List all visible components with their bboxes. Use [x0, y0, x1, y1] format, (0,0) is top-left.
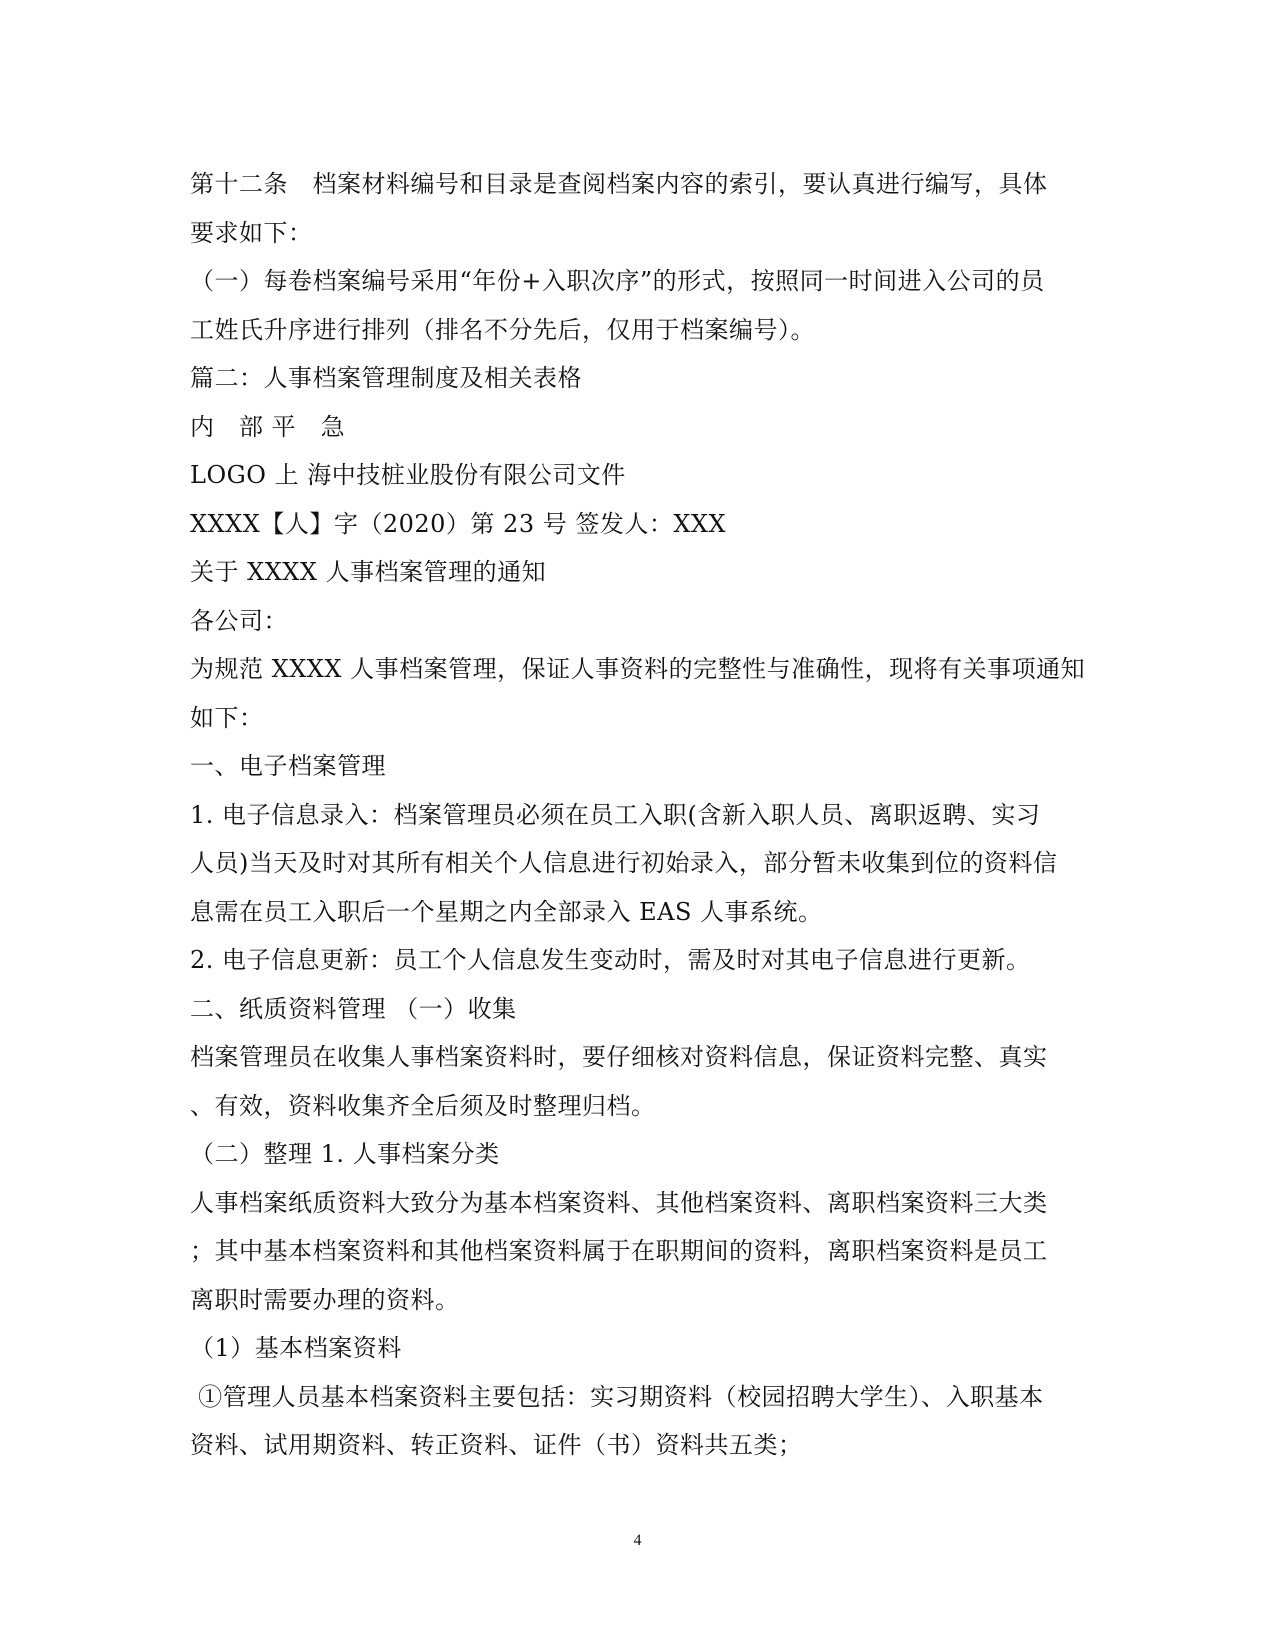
text-line: 第十二条 档案材料编号和目录是查阅档案内容的索引，要认真进行编写，具体	[190, 170, 1048, 198]
text-line: 人员)当天及时对其所有相关个人信息进行初始录入，部分暂未收集到位的资料信	[190, 849, 1058, 877]
text-line: XXXX【人】字（2020）第 23 号 签发人：XXX	[190, 509, 727, 538]
document-body	[190, 160, 1090, 1470]
section-heading: 篇二：人事档案管理制度及相关表格	[190, 364, 582, 392]
text-line: 、有效，资料收集齐全后须及时整理归档。	[190, 1091, 656, 1120]
page-number: 4	[633, 1532, 642, 1549]
section-heading: 二、纸质资料管理 （一）收集	[190, 994, 517, 1023]
text-line: 离职时需要办理的资料。	[190, 1285, 460, 1314]
text-line: 档案管理员在收集人事档案资料时，要仔细核对资料信息，保证资料完整、真实	[190, 1043, 1048, 1071]
text-line: 内 部 平 急	[190, 412, 346, 441]
text-line: LOGO 上 海中技桩业股份有限公司文件	[190, 461, 626, 489]
notice-title: 关于 XXXX 人事档案管理的通知	[190, 558, 547, 586]
text-line: （1）基本档案资料	[190, 1334, 402, 1362]
text-line: （一）每卷档案编号采用“年份+入职次序”的形式，按照同一时间进入公司的员	[190, 267, 1045, 295]
text-line: （二）整理 1. 人事档案分类	[190, 1140, 500, 1168]
text-line: 工姓氏升序进行排列（排名不分先后，仅用于档案编号）。	[190, 315, 815, 344]
text-line: 息需在员工入职后一个星期之内全部录入 EAS 人事系统。	[190, 897, 823, 926]
text-line: 资料、试用期资料、转正资料、证件（书）资料共五类；	[190, 1431, 803, 1459]
text-line: 各公司：	[190, 606, 288, 635]
text-line: 1. 电子信息录入：档案管理员必须在员工入职(含新入职人员、离职返聘、实习	[190, 800, 1041, 829]
text-line: 2. 电子信息更新：员工个人信息发生变动时，需及时对其电子信息进行更新。	[190, 946, 1031, 974]
text-line: 人事档案纸质资料大致分为基本档案资料、其他档案资料、离职档案资料三大类	[190, 1188, 1048, 1217]
text-line: ①管理人员基本档案资料主要包括：实习期资料（校园招聘大学生）、入职基本	[190, 1382, 1044, 1411]
text-line: 如下：	[190, 703, 264, 732]
section-heading: 一、电子档案管理	[190, 752, 386, 780]
text-line: 为规范 XXXX 人事档案管理，保证人事资料的完整性与准确性，现将有关事项通知	[190, 655, 1086, 683]
text-line: ；其中基本档案资料和其他档案资料属于在职期间的资料，离职档案资料是员工	[190, 1237, 1048, 1265]
text-line: 要求如下：	[190, 218, 313, 247]
